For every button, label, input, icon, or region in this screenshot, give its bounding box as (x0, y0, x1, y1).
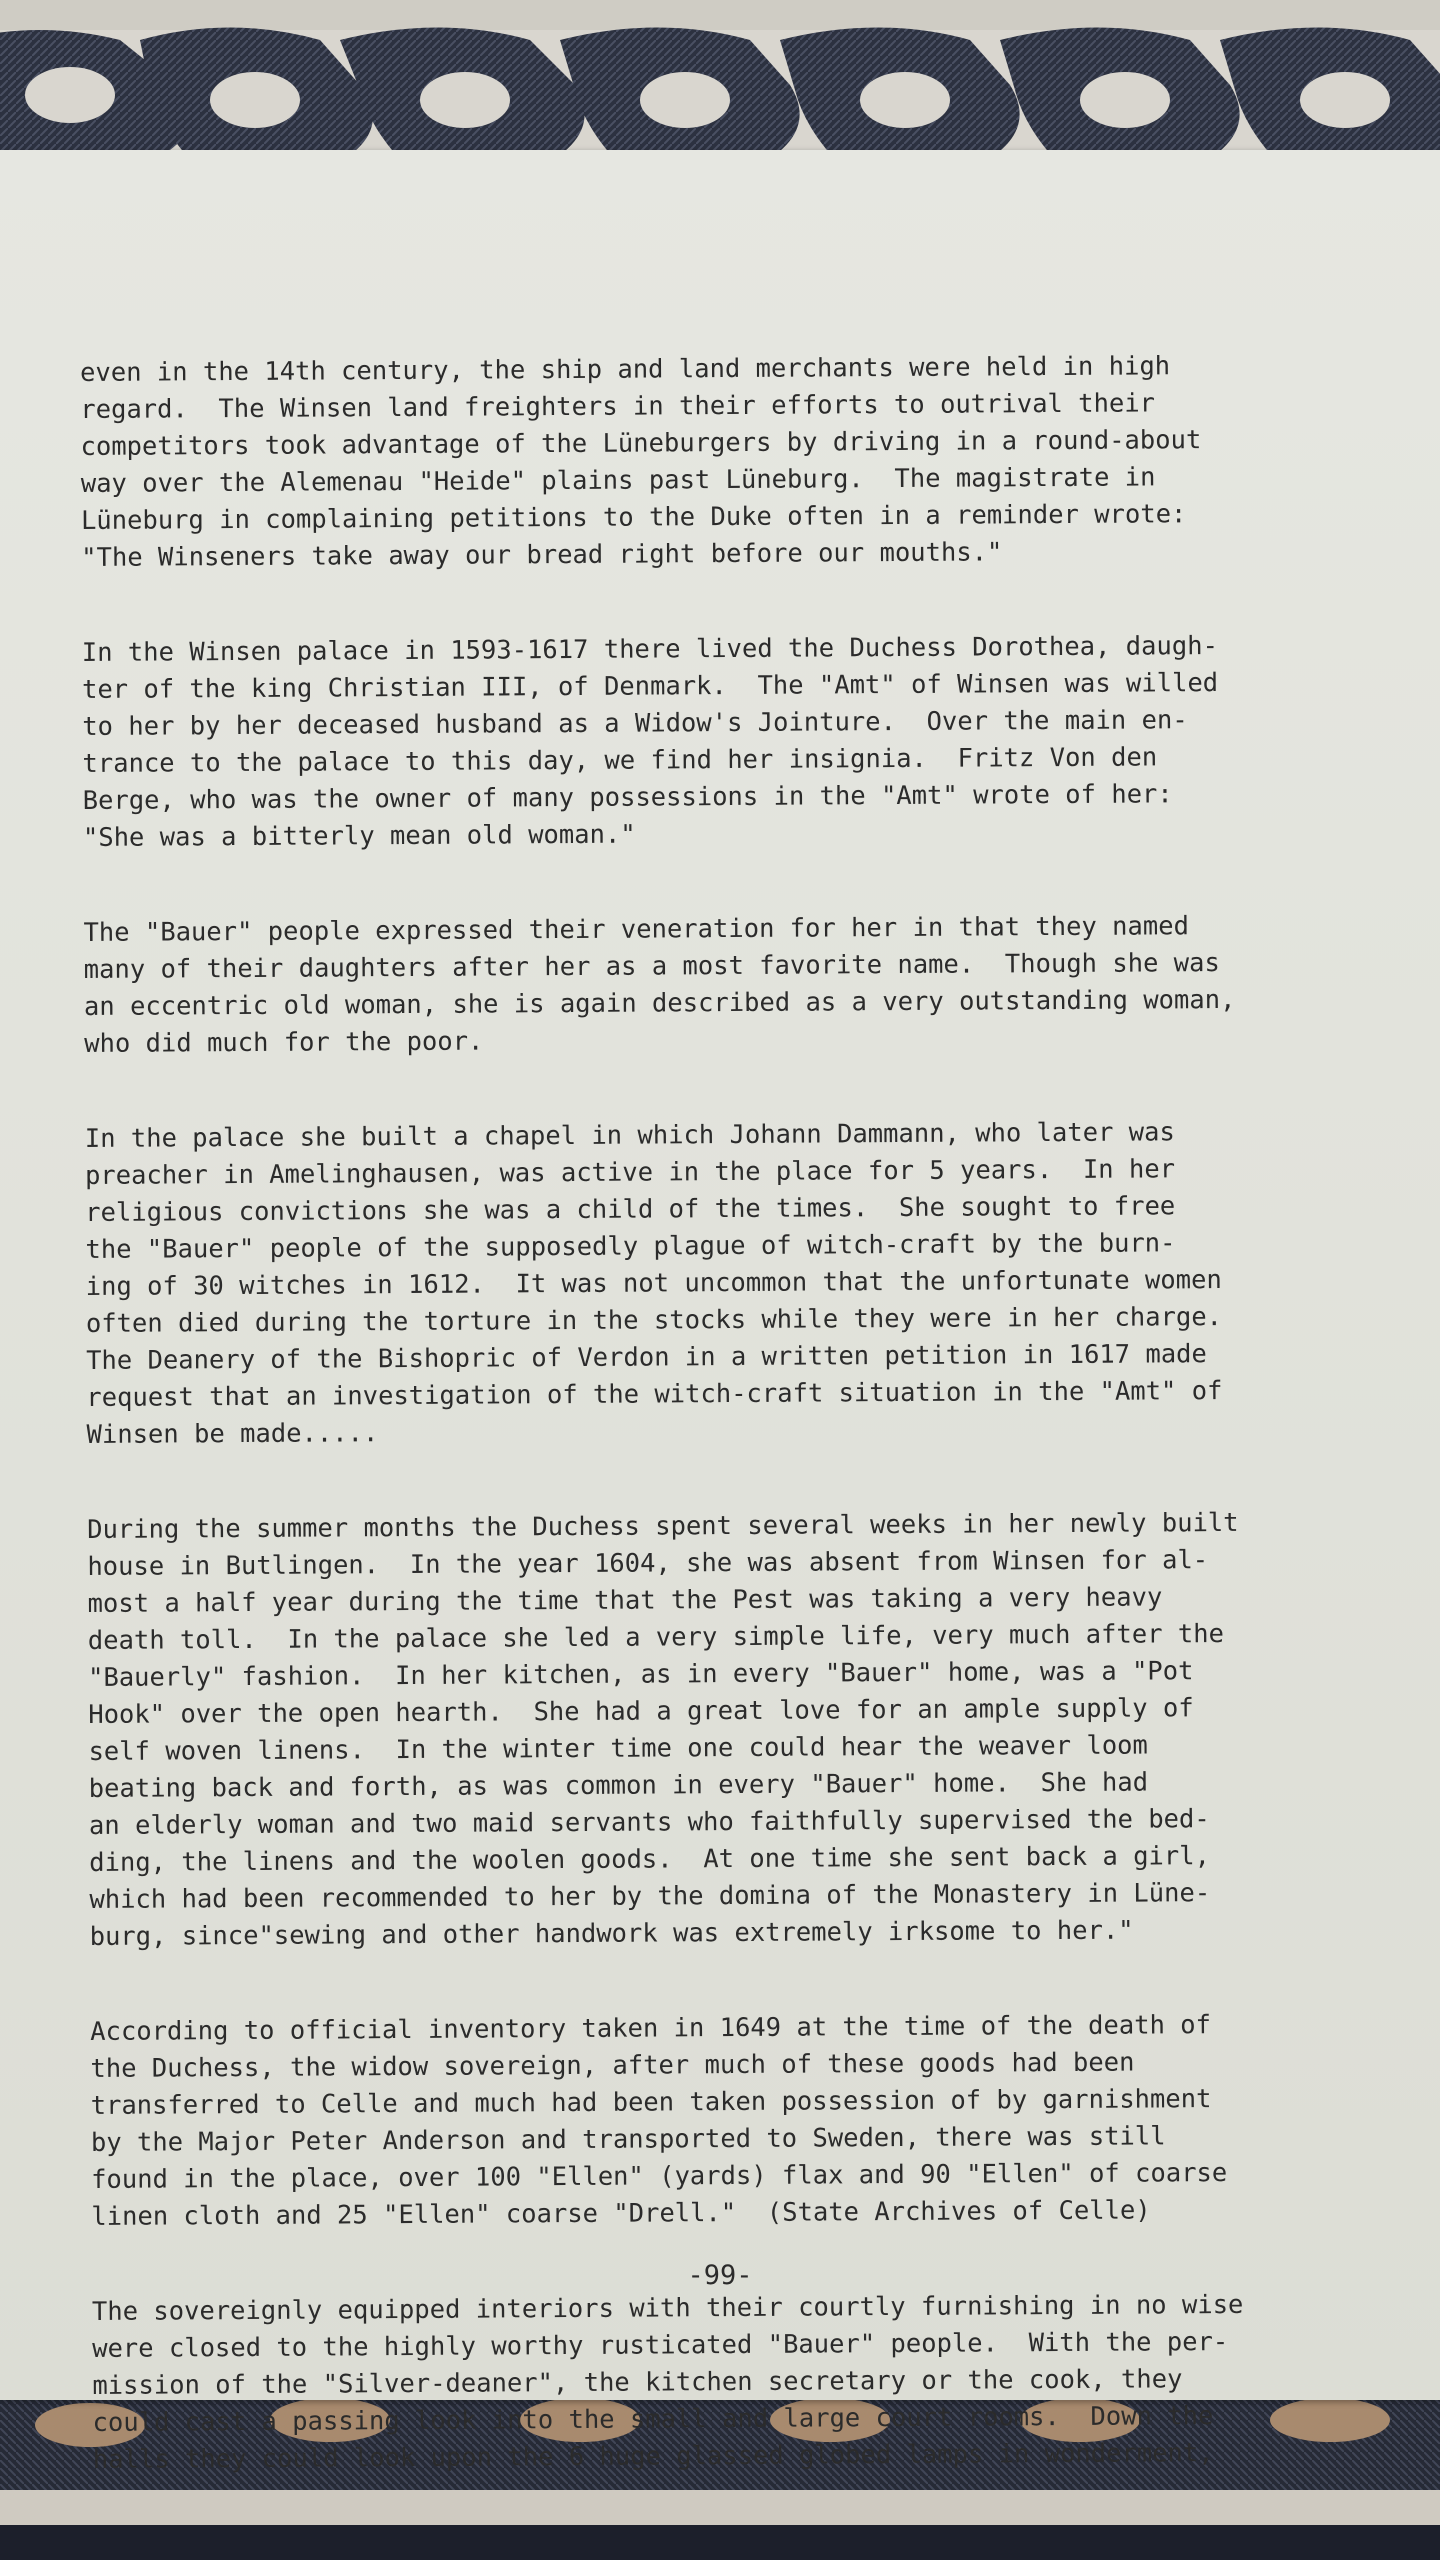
text-line: the "Bauer" people of the supposedly plague of witch-craft by the burn- (85, 1228, 1176, 1265)
text-line: During the summer months the Duchess spent several weeks in her newly built (87, 1507, 1239, 1545)
page-number: -99- (687, 2260, 753, 2291)
paragraph (87, 1504, 1330, 1956)
text-line: The "Bauer" people expressed their veneration for her in that they named (83, 911, 1189, 948)
text-line: Winsen be made..... (86, 1418, 379, 1450)
text-line: linen cloth and 25 "Ellen" coarse "Drell." (State Archives of Celle) (91, 2195, 1151, 2232)
text-line: an elderly woman and two maid servants who faithfully supervised the bed- (88, 1804, 1210, 1841)
page-text (80, 347, 1333, 2537)
paragraph (80, 347, 1321, 577)
text-line: competitors took advantage of the Lüneburgers by driving in a round-about (80, 425, 1202, 462)
text-line: were closed to the highly worthy rusticated "Bauer" people. With the per- (92, 2327, 1229, 2364)
typed-page (0, 150, 1440, 2475)
text-line: mission of the "Silver-deaner", the kitchen secretary or the cook, they (92, 2364, 1183, 2401)
text-line: death toll. In the palace she led a very simple life, very much after the (87, 1619, 1225, 1656)
text-line: by the Major Peter Anderson and transported to Sweden, there was still (90, 2121, 1166, 2158)
text-line: could cast a passing look into the small and large court rooms. Down the (92, 2401, 1214, 2438)
text-line: to her by her deceased husband as a Widow's Jointure. Over the main en- (82, 705, 1188, 742)
text-line: most a half year during the time that the Pest was taking a very heavy (87, 1582, 1163, 1619)
text-line: which had been recommended to her by the domina of the Monastery in Lüne- (89, 1878, 1211, 1915)
paragraph (90, 2006, 1331, 2236)
text-line: ding, the linens and the woolen goods. At one time she sent back a girl, (89, 1841, 1211, 1878)
text-line: Lüneburg in complaining petitions to the Duke often in a reminder wrote: (80, 499, 1187, 536)
text-line: the Duchess, the widow sovereign, after much of these goods had been (90, 2047, 1135, 2084)
text-line: In the palace she built a chapel in which Johann Dammann, who later was (84, 1117, 1175, 1154)
paragraph (83, 907, 1324, 1063)
text-line: According to official inventory taken in 1649 at the time of the death of (90, 2010, 1212, 2047)
text-line: beating back and forth, as was common in every "Bauer" home. She had (88, 1767, 1149, 1804)
fabric-background-top (0, 0, 1440, 175)
text-line: trance to the palace to this day, we find her insignia. Fritz Von den (82, 742, 1158, 779)
text-line: Berge, who was the owner of many possessions in the "Amt" wrote of her: (82, 779, 1173, 816)
text-line: ing of 30 witches in 1612. It was not uncommon that the unfortunate women (85, 1265, 1222, 1302)
text-line: religious convictions she was a child of the times. She sought to free (85, 1191, 1176, 1228)
text-line: an eccentric old woman, she is again described as a very outstanding woman, (83, 984, 1236, 1022)
text-line: The sovereignly equipped interiors with their courtly furnishing in no wise (91, 2289, 1244, 2327)
text-line: The Deanery of the Bishopric of Verdon in a written petition in 1617 made (86, 1339, 1207, 1376)
text-line: who did much for the poor. (84, 1026, 484, 1059)
text-line: self woven linens. In the winter time one could hear the weaver loom (88, 1730, 1148, 1767)
paragraph (92, 2286, 1333, 2479)
paragraph (85, 1113, 1327, 1454)
text-line: found in the place, over 100 "Ellen" (yards) flax and 90 "Ellen" of coarse (91, 2158, 1228, 2195)
text-line: transferred to Celle and much had been taken possession of by garnishment (90, 2084, 1212, 2121)
text-line: ter of the king Christian III, of Denmark. The "Amt" of Winsen was willed (81, 668, 1219, 705)
text-line: regard. The Winsen land freighters in their efforts to outrival their (80, 388, 1156, 425)
paragraph (82, 627, 1323, 857)
text-line: "She was a bitterly mean old woman." (82, 819, 636, 853)
text-line: house in Butlingen. In the year 1604, she was absent from Winsen for al- (87, 1545, 1209, 1582)
text-line: In the Winsen palace in 1593-1617 there lived the Duchess Dorothea, daugh- (81, 631, 1218, 668)
woven-pattern-top (0, 0, 1440, 175)
text-line: way over the Alemenau "Heide" plains past Lüneburg. The magistrate in (80, 462, 1156, 499)
text-line: burg, since"sewing and other handwork was extremely irksome to her." (89, 1915, 1134, 1952)
text-line: even in the 14th century, the ship and land merchants were held in high (80, 351, 1171, 388)
text-line: often died during the torture in the stocks while they were in her charge. (85, 1302, 1223, 1339)
text-line: Hook" over the open hearth. She had a great love for an ample supply of (88, 1693, 1194, 1730)
text-line: many of their daughters after her as a most favorite name. Though she was (83, 948, 1220, 985)
text-line: halls they could look upon the 6 huge glassed globed lamps in wonderment, (92, 2438, 1214, 2475)
text-line: preacher in Amelinghausen, was active in the place for 5 years. In her (84, 1154, 1176, 1191)
text-line: "The Winseners take away our bread right before our mouths." (81, 537, 1003, 573)
text-line: request that an investigation of the witch-craft situation in the "Amt" of (86, 1376, 1223, 1413)
text-line: "Bauerly" fashion. In her kitchen, as in every "Bauer" home, was a "Pot (87, 1656, 1194, 1693)
